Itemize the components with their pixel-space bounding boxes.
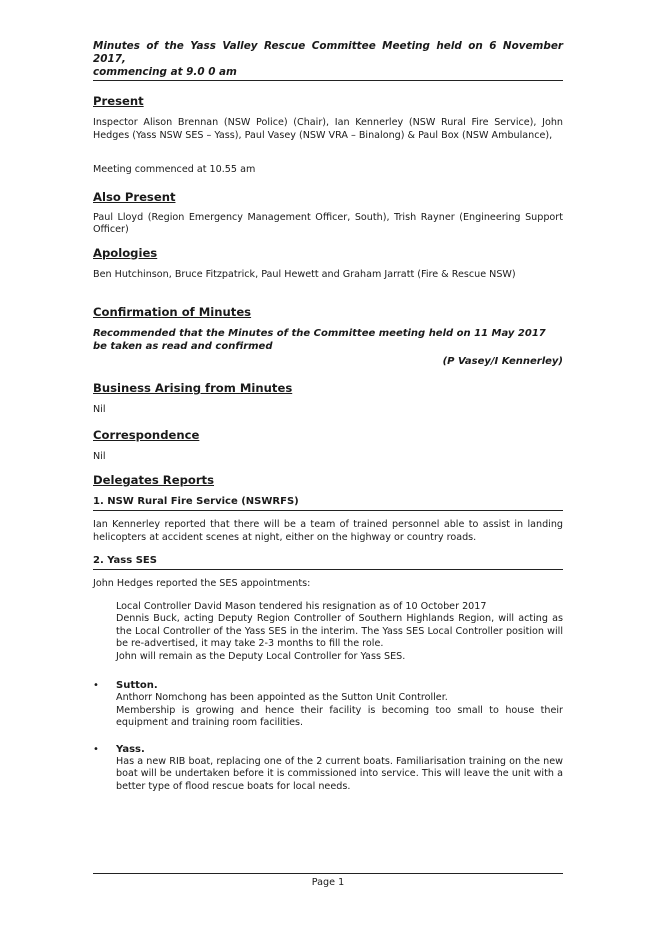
business-arising-heading: Business Arising from Minutes — [93, 381, 293, 395]
sutton-title: Sutton. — [116, 680, 158, 691]
present-heading: Present — [93, 94, 144, 108]
rfs-report-text: Ian Kennerley reported that there will be a team of trained personnel able to assist in landing helicopters at accident scenes at night, either on the highway or country roads. — [93, 519, 563, 543]
sutton-line-1: Anthorr Nomchong has been appointed as the Sutton Unit Controller. — [116, 692, 448, 703]
minutes-page — [93, 40, 563, 793]
ses-intro-text: John Hedges reported the SES appointments: — [93, 578, 311, 589]
ses-appointment-2: Dennis Buck, acting Deputy Region Controller of Southern Highlands Region, will acting as the Local Controller of the Yass SES in the interim. The Yass SES Local Controller position will be re-advertised, it may take 2-3 months to fill the role. — [116, 613, 563, 649]
also-present-text: Paul Lloyd (Region Emergency Management Officer, South), Trish Rayner (Engineering Support Officer) — [93, 211, 563, 235]
bullet-icon: • — [93, 743, 99, 755]
header-divider — [93, 80, 563, 81]
rfs-subheading-block — [93, 495, 563, 511]
also-present-heading: Also Present — [93, 189, 176, 204]
bullet-icon: • — [93, 680, 99, 691]
ses-subheading-divider — [93, 569, 563, 570]
ses-appointment-1: Local Controller David Mason tendered his resignation as of 10 October 2017 — [116, 600, 487, 612]
business-arising-text: Nil — [93, 404, 106, 415]
yass-title: Yass. — [116, 743, 145, 755]
document-header — [93, 40, 563, 81]
meeting-commenced-text: Meeting commenced at 10.55 am — [93, 164, 256, 175]
confirmation-mover: (P Vasey/I Kennerley) — [442, 356, 563, 367]
delegates-reports-heading: Delegates Reports — [93, 473, 215, 487]
apologies-heading: Apologies — [93, 245, 158, 260]
page-number: Page 1 — [311, 877, 345, 888]
rfs-subheading: 1. NSW Rural Fire Service (NSWRFS) — [93, 496, 299, 507]
correspondence-text: Nil — [93, 450, 106, 462]
yass-bullet — [93, 743, 563, 794]
document-title-line-2: commencing at 9.0 0 am — [93, 66, 237, 78]
ses-subheading: 2. Yass SES — [93, 555, 157, 566]
sutton-line-2: Membership is growing and hence their facility is becoming too small to house their equipment and training room facilities. — [116, 704, 563, 728]
correspondence-heading: Correspondence — [93, 427, 200, 442]
present-text: Inspector Alison Brennan (NSW Police) (Chair), Ian Kennerley (NSW Rural Fire Service), John Hedges (Yass NSW SES – Yass), Paul Vasey (NSW VRA – Binalong) & Paul Box (NSW Ambulance), — [93, 117, 563, 141]
confirmation-heading: Confirmation of Minutes — [93, 305, 252, 319]
sutton-bullet — [93, 679, 563, 730]
apologies-text: Ben Hutchinson, Bruce Fitzpatrick, Paul Hewett and Graham Jarratt (Fire & Rescue NSW) — [93, 268, 516, 280]
document-title-line-1: Minutes of the Yass Valley Rescue Committee Meeting held on 6 November 2017, — [93, 40, 563, 65]
yass-line-1: Has a new RIB boat, replacing one of the 2 current boats. Familiarisation training on the new boat will be undertaken before it is commissioned into service. This will leave the unit with a better type of flood rescue boats for local needs. — [116, 755, 563, 792]
ses-appointment-3: John will remain as the Deputy Local Controller for Yass SES. — [116, 650, 406, 662]
ses-subheading-block — [93, 554, 563, 570]
ses-appointments — [116, 601, 563, 664]
confirmation-resolution: Recommended that the Minutes of the Committee meeting held on 11 May 2017 be taken as read and confirmed — [93, 328, 546, 352]
footer-divider — [93, 873, 563, 874]
rfs-subheading-divider — [93, 510, 563, 511]
